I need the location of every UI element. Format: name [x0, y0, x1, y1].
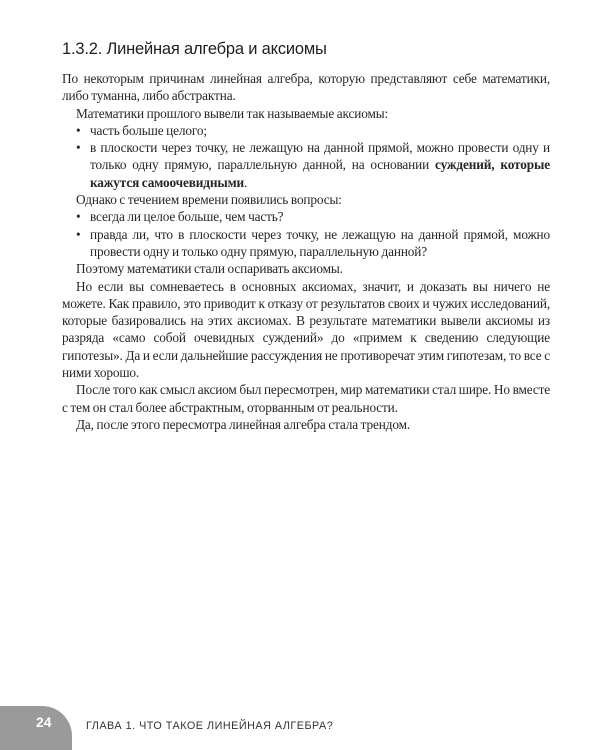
body-text: [62, 70, 550, 433]
bullet-icon: •: [76, 226, 81, 242]
list-item: [62, 208, 550, 225]
list-item-text: часть больше целого;: [90, 122, 207, 138]
bullet-icon: •: [76, 122, 81, 138]
paragraph-questions-intro: Однако с течением времени появились вопросы:: [76, 192, 342, 208]
paragraph-revision: После того как смысл аксиом был пересмотрен, мир математики стал шире. Но вместе с тем он стал более абстрактным, оторванным от реальности.: [62, 382, 550, 415]
questions-list: [62, 208, 550, 260]
page-footer: [0, 695, 600, 750]
list-item-text: всегда ли целое больше, чем часть?: [90, 209, 284, 225]
paragraph-intro: По некоторым причинам линейная алгебра, которую представляют себе математики, либо туманна, либо абстрактна.: [62, 71, 550, 104]
paragraph-trend: Да, после этого пересмотра линейная алгебра стала трендом.: [76, 416, 411, 432]
emphasis-text: суждений, которые кажутся самоочевидными: [90, 157, 550, 190]
paragraph-doubt: Но если вы сомневаетесь в основных аксиомах, значит, и доказать вы ничего не можете. Как правило, это приводит к отказу от результатов своих и чужих исследований, которые базировались на этих аксиомах. В результате математики вывели аксиомы из разряда «само собой очевидных суждений» до «примем к сведению следующие гипотезы». Да и если дальнейшие рассуждения не противоречат этим гипотезам, то все с ними хорошо.: [62, 278, 550, 381]
list-item-text: правда ли, что в плоскости через точку, не лежащую на данной прямой, можно провести одну и только одну прямую, параллельную данной?: [90, 226, 550, 259]
section-heading: 1.3.2. Линейная алгебра и аксиомы: [62, 40, 327, 58]
list-item-end: .: [244, 174, 248, 190]
bullet-icon: •: [76, 140, 81, 156]
list-item: [62, 226, 550, 261]
bullet-icon: •: [76, 209, 81, 225]
list-item: [62, 122, 550, 139]
list-item-text: в плоскости через точку, не лежащую на данной прямой, можно провести одну и только одну прямую, параллельную данной, на основании: [90, 140, 550, 173]
axioms-list: [62, 122, 550, 191]
paragraph-dispute: Поэтому математики стали оспаривать аксиомы.: [76, 261, 343, 277]
paragraph-axioms-intro: Математики прошлого вывели так называемые аксиомы:: [76, 105, 389, 121]
page-number: 24: [36, 714, 52, 730]
list-item: [62, 139, 550, 191]
running-chapter-title: ГЛАВА 1. ЧТО ТАКОЕ ЛИНЕЙНАЯ АЛГЕБРА?: [86, 720, 334, 732]
